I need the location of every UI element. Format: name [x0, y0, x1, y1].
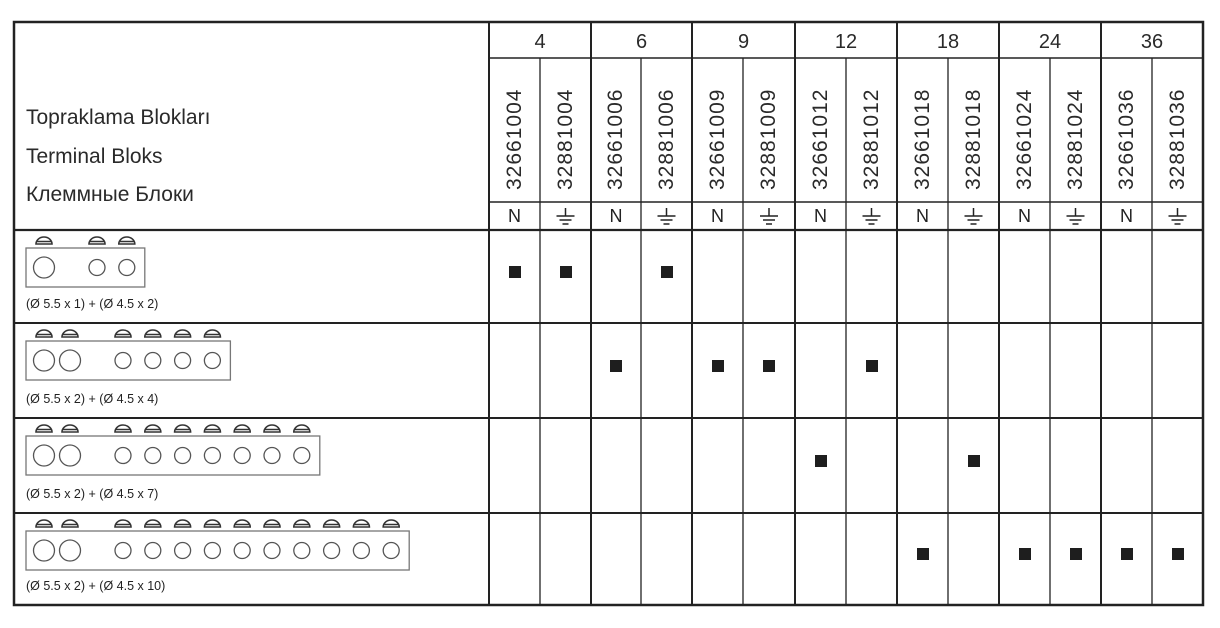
screw-head-icon [62, 330, 78, 337]
screw-head-icon [89, 237, 105, 244]
availability-mark [917, 548, 929, 560]
small-hole-icon [204, 353, 220, 369]
screw-head-icon [119, 237, 135, 244]
small-hole-icon [234, 448, 250, 464]
header-title-line: Клеммные Блоки [26, 183, 194, 206]
neutral-symbol: N [1018, 206, 1031, 226]
group-label: 24 [1038, 31, 1062, 53]
neutral-symbol: N [711, 206, 724, 226]
earth-icon [557, 208, 575, 224]
product-code: 32661018 [910, 88, 934, 190]
screw-head-icon [36, 425, 52, 432]
screw-head-icon [204, 520, 220, 527]
small-hole-icon [115, 543, 131, 559]
small-hole-icon [324, 543, 340, 559]
availability-mark [1070, 548, 1082, 560]
group-label: 6 [635, 31, 648, 53]
screw-head-icon [294, 520, 310, 527]
small-hole-icon [175, 543, 191, 559]
group-label: 12 [834, 31, 858, 53]
product-code: 32661009 [705, 88, 729, 190]
small-hole-icon [294, 448, 310, 464]
screw-head-icon [62, 520, 78, 527]
small-hole-icon [204, 448, 220, 464]
small-hole-icon [145, 448, 161, 464]
large-hole-icon [60, 445, 81, 466]
small-hole-icon [175, 448, 191, 464]
screw-head-icon [145, 520, 161, 527]
availability-mark [712, 360, 724, 372]
screw-head-icon [175, 425, 191, 432]
group-label: 9 [737, 31, 750, 53]
large-hole-icon [34, 257, 55, 278]
terminal-block-drawing [26, 341, 230, 380]
terminal-block-drawing [26, 531, 409, 570]
terminal-block-drawing [26, 436, 320, 475]
product-code: 32881009 [757, 88, 780, 190]
group-label: 4 [534, 31, 546, 53]
earth-icon [863, 208, 881, 224]
terminal-block-drawing [26, 248, 145, 287]
large-hole-icon [34, 445, 55, 466]
earth-icon [1067, 208, 1085, 224]
product-code: 32881024 [1063, 88, 1087, 190]
group-label: 18 [936, 31, 960, 53]
hole-formula: (Ø 5.5 x 2) + (Ø 4.5 x 10) [26, 579, 166, 593]
small-hole-icon [119, 260, 135, 276]
screw-head-icon [204, 425, 220, 432]
screw-head-icon [36, 330, 52, 337]
product-code: 32881012 [859, 88, 883, 190]
product-code: 32661006 [604, 88, 627, 190]
header-title-line: Terminal Bloks [26, 145, 163, 168]
small-hole-icon [294, 543, 310, 559]
large-hole-icon [34, 350, 55, 371]
screw-head-icon [145, 330, 161, 337]
neutral-symbol: N [916, 206, 929, 226]
screw-head-icon [115, 330, 131, 337]
availability-mark [661, 266, 673, 278]
availability-mark [763, 360, 775, 372]
header-title-line: Topraklama Blokları [26, 106, 211, 129]
availability-mark [866, 360, 878, 372]
availability-mark [610, 360, 622, 372]
screw-head-icon [294, 425, 310, 432]
small-hole-icon [145, 543, 161, 559]
screw-head-icon [115, 425, 131, 432]
small-hole-icon [264, 448, 280, 464]
product-code: 32881036 [1165, 88, 1189, 190]
availability-mark [968, 455, 980, 467]
product-code: 32881006 [654, 88, 678, 190]
screw-head-icon [115, 520, 131, 527]
large-hole-icon [34, 540, 55, 561]
product-code: 32881004 [553, 88, 577, 190]
screw-head-icon [353, 520, 369, 527]
availability-mark [815, 455, 827, 467]
screw-head-icon [36, 520, 52, 527]
large-hole-icon [60, 540, 81, 561]
neutral-symbol: N [1120, 206, 1133, 226]
availability-mark [509, 266, 521, 278]
small-hole-icon [115, 353, 131, 369]
neutral-symbol: N [814, 206, 827, 226]
small-hole-icon [353, 543, 369, 559]
screw-head-icon [383, 520, 399, 527]
earth-icon [1169, 208, 1187, 224]
small-hole-icon [234, 543, 250, 559]
small-hole-icon [175, 353, 191, 369]
screw-head-icon [204, 330, 220, 337]
product-code: 32661024 [1012, 88, 1036, 190]
screw-head-icon [175, 520, 191, 527]
availability-mark [1121, 548, 1133, 560]
neutral-symbol: N [508, 206, 521, 226]
screw-head-icon [175, 330, 191, 337]
small-hole-icon [264, 543, 280, 559]
small-hole-icon [115, 448, 131, 464]
earth-icon [658, 208, 676, 224]
product-code: 32661004 [502, 88, 526, 190]
hole-formula: (Ø 5.5 x 2) + (Ø 4.5 x 4) [26, 392, 159, 406]
small-hole-icon [145, 353, 161, 369]
small-hole-icon [383, 543, 399, 559]
neutral-symbol: N [609, 206, 623, 226]
product-code: 32661036 [1114, 88, 1138, 190]
screw-head-icon [264, 520, 280, 527]
product-code: 32881018 [961, 88, 985, 190]
availability-mark [1172, 548, 1184, 560]
screw-head-icon [324, 520, 340, 527]
small-hole-icon [204, 543, 220, 559]
screw-head-icon [145, 425, 161, 432]
earth-icon [965, 208, 983, 224]
hole-formula: (Ø 5.5 x 1) + (Ø 4.5 x 2) [26, 297, 159, 311]
availability-mark [560, 266, 572, 278]
product-code: 32661012 [808, 88, 832, 190]
availability-mark [1019, 548, 1031, 560]
group-label: 36 [1140, 31, 1164, 53]
large-hole-icon [60, 350, 81, 371]
small-hole-icon [89, 260, 105, 276]
screw-head-icon [36, 237, 52, 244]
screw-head-icon [234, 520, 250, 527]
screw-head-icon [62, 425, 78, 432]
screw-head-icon [264, 425, 280, 432]
hole-formula: (Ø 5.5 x 2) + (Ø 4.5 x 7) [26, 487, 159, 501]
screw-head-icon [234, 425, 250, 432]
earth-icon [760, 208, 778, 224]
